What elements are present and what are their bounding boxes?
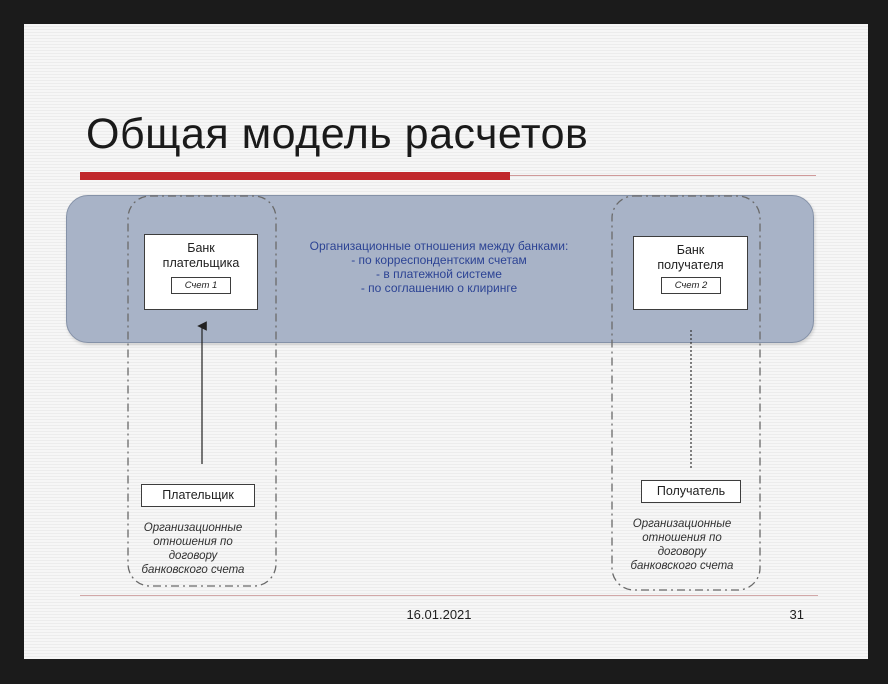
payee-bank-line-2: получателя [657, 258, 724, 272]
slide-title: Общая модель расчетов [86, 110, 589, 158]
presentation-slide [24, 24, 868, 659]
payer-contract-note [128, 521, 258, 577]
payer-bank-line-2: плательщика [162, 256, 240, 270]
interbank-relations-text [274, 239, 604, 295]
payee-bank-label [634, 243, 747, 273]
payee-box: Получатель [641, 480, 741, 503]
payee-note-line-3: договору [657, 546, 707, 558]
payer-bank-label [145, 241, 257, 271]
payee-account-box: Счет 2 [661, 277, 721, 294]
payer-note-line-3: договору [168, 550, 218, 562]
payer-note-line-1: Организационные [143, 522, 243, 534]
footer-date: 16.01.2021 [406, 607, 472, 622]
footer-divider [80, 595, 818, 596]
payer-note-line-2: отношения по [153, 536, 233, 548]
slide-page-number: 31 [789, 607, 804, 622]
payer-bank-line-1: Банк [187, 241, 215, 255]
relations-heading: Организационные отношения между банками: [309, 239, 569, 253]
payee-note-line-1: Организационные [632, 518, 732, 530]
payee-bank-line-1: Банк [676, 243, 705, 257]
payee-note-line-2: отношения по [642, 532, 722, 544]
payer-bank-box [144, 234, 258, 310]
payee-contract-note [617, 517, 747, 573]
relations-item-correspondent: - по корреспондентским счетам [351, 253, 527, 267]
relations-item-clearing: - по соглашению о клиринге [360, 281, 518, 295]
payer-account-box: Счет 1 [171, 277, 231, 294]
relations-item-payment-system: - в платежной системе [376, 267, 502, 281]
payer-note-line-4: банковского счета [141, 564, 245, 576]
payer-box: Плательщик [141, 484, 255, 507]
payee-note-line-4: банковского счета [630, 560, 734, 572]
payee-bank-box [633, 236, 748, 310]
